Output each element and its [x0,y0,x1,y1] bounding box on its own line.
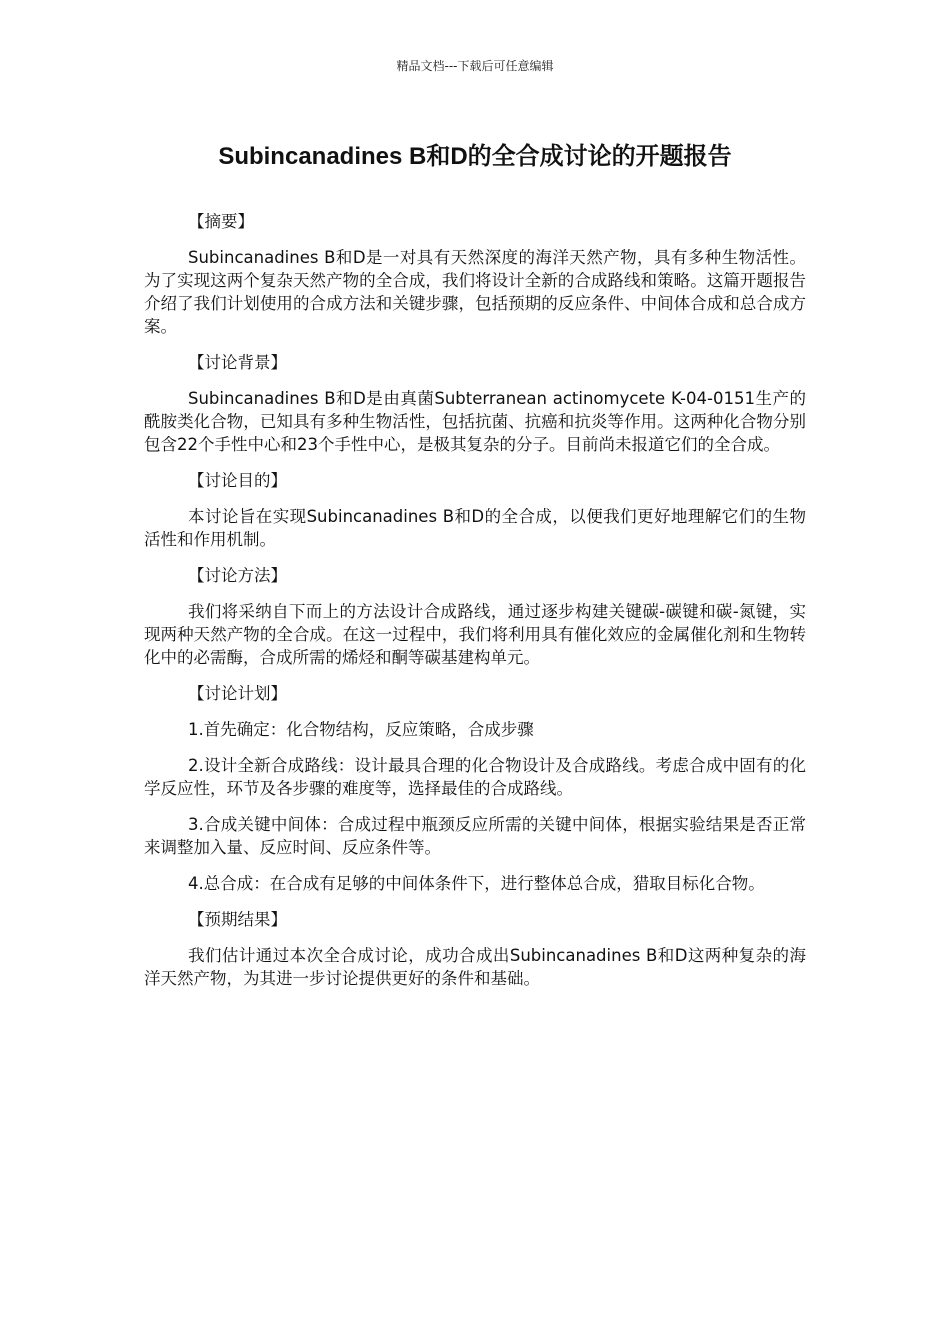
abstract-paragraph: Subincanadines B和D是一对具有天然深度的海洋天然产物，具有多种生物活性。为了实现这两个复杂天然产物的全合成，我们将设计全新的合成路线和策略。这篇开题报告介绍了我们计划使用的合成方法和关键步骤，包括预期的反应条件、中间体合成和总合成方案。 [144,248,806,336]
document-title: Subincanadines B和D的全合成讨论的开题报告 [218,143,732,170]
section-heading-method: 【讨论方法】 [188,566,287,585]
plan-step-2: 2.设计全新合成路线：设计最具合理的化合物设计及合成路线。考虑合成中固有的化学反应性，环节及各步骤的难度等，选择最佳的合成路线。 [144,756,806,798]
method-paragraph: 我们将采纳自下而上的方法设计合成路线，通过逐步构建关键碳-碳键和碳-氮键，实现两种天然产物的全合成。在这一过程中，我们将利用具有催化效应的金属催化剂和生物转化中的必需酶，合成所需的烯烃和酮等碳基建构单元。 [144,602,806,667]
section-heading-background: 【讨论背景】 [188,353,287,372]
page-header: 精品文档---下载后可任意编辑 [396,59,554,73]
plan-step-3: 3.合成关键中间体：合成过程中瓶颈反应所需的关键中间体，根据实验结果是否正常来调整加入量、反应时间、反应条件等。 [144,815,806,857]
section-heading-plan: 【讨论计划】 [188,684,287,703]
plan-step-1: 1.首先确定：化合物结构，反应策略，合成步骤 [188,720,534,739]
plan-step-4: 4.总合成：在合成有足够的中间体条件下，进行整体总合成，猎取目标化合物。 [188,874,765,893]
section-heading-expected-results: 【预期结果】 [188,910,287,929]
expected-results-paragraph: 我们估计通过本次全合成讨论，成功合成出Subincanadines B和D这两种复杂的海洋天然产物，为其进一步讨论提供更好的条件和基础。 [144,946,806,988]
section-heading-purpose: 【讨论目的】 [188,471,287,490]
purpose-paragraph: 本讨论旨在实现Subincanadines B和D的全合成，以便我们更好地理解它们的生物活性和作用机制。 [144,507,806,549]
background-paragraph: Subincanadines B和D是由真菌Subterranean actinomycete K-04-0151生产的酰胺类化合物，已知具有多种生物活性，包括抗菌、抗癌和抗炎等作用。这两种化合物分别包含22个手性中心和23个手性中心，是极其复杂的分子。目前尚未报道它们的全合成。 [144,389,806,454]
section-heading-abstract: 【摘要】 [188,212,254,231]
document-body [144,210,806,1003]
